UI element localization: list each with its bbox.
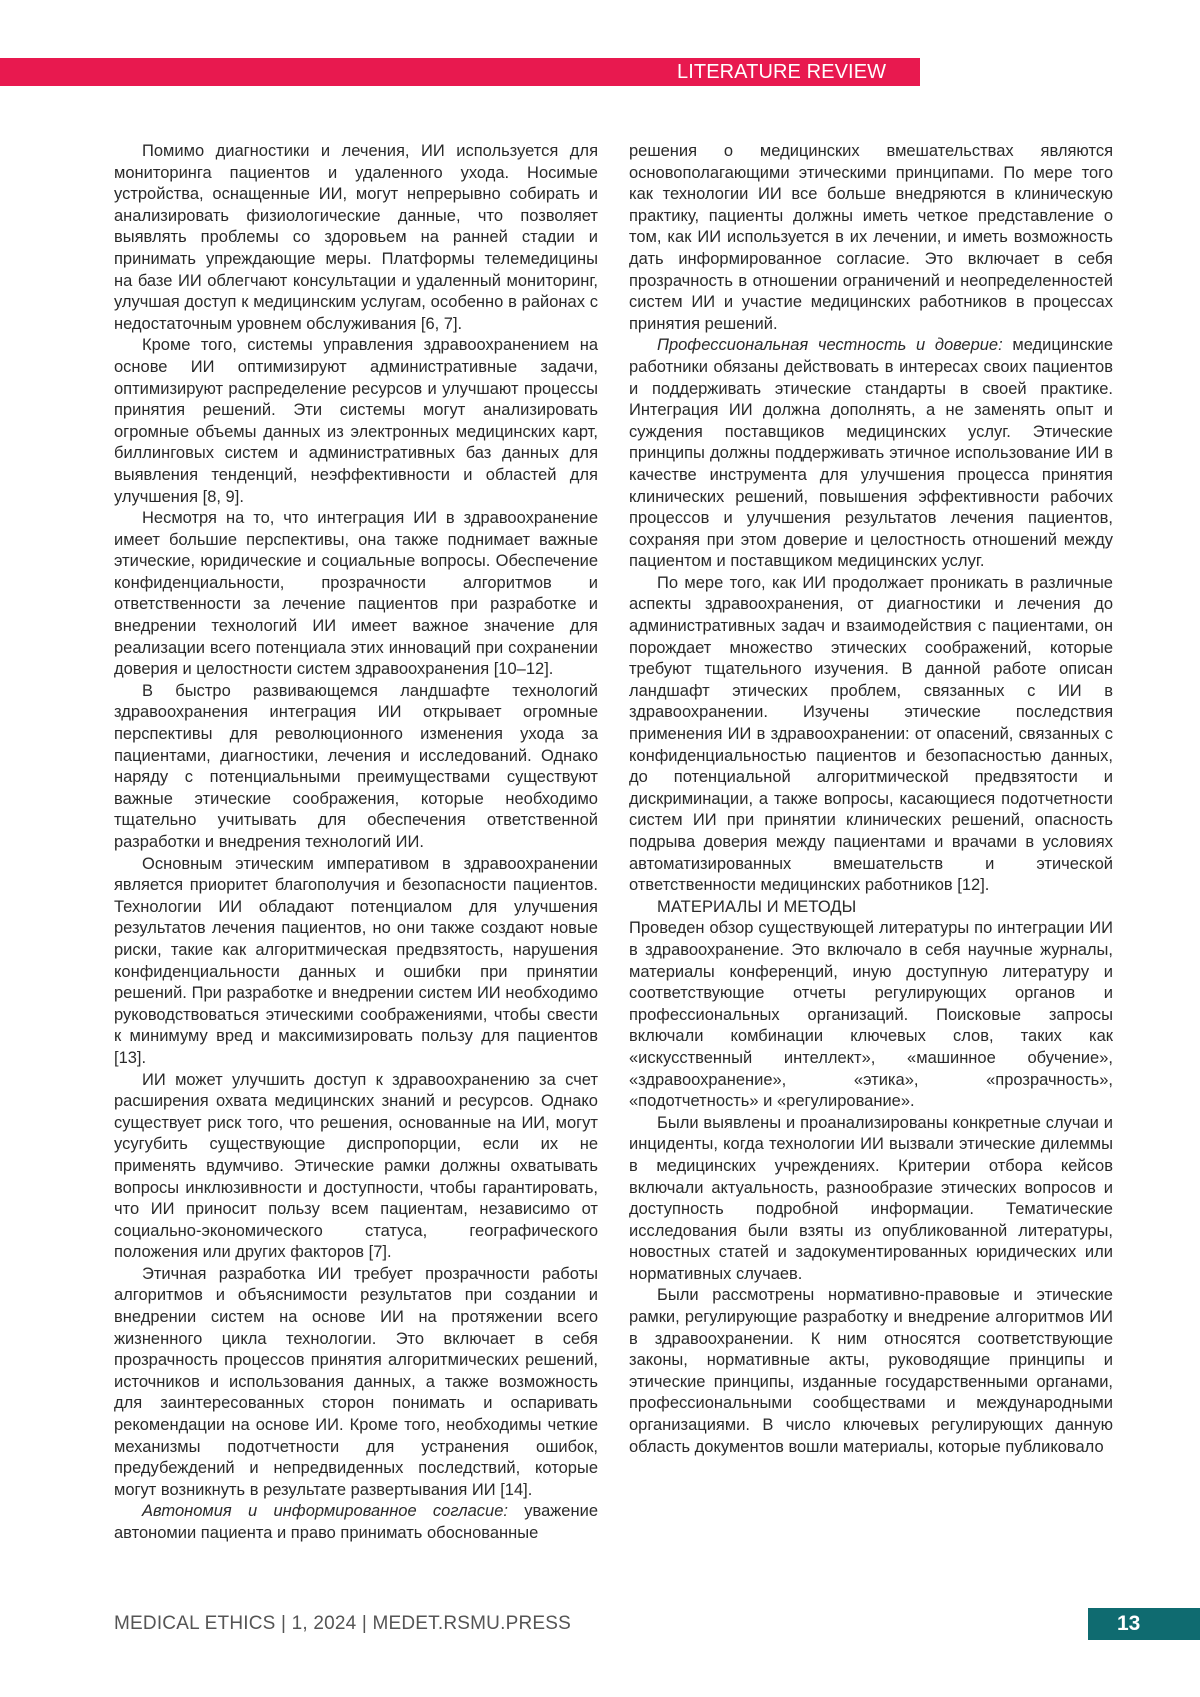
section-label: LITERATURE REVIEW <box>677 61 887 83</box>
journal-footer: MEDICAL ETHICS | 1, 2024 | MEDET.RSMU.PRESS <box>114 1613 571 1634</box>
paragraph: Несмотря на то, что интеграция ИИ в здравоохранение имеет большие перспективы, она также поднимает важные этические, юридические и социальные вопросы. Обеспечение конфиденциальности, прозрачности алгоритмов и ответственности за лечение пациентов при разработке и внедрении технологий ИИ имеет важное значение для реализации всего потенциала этих инноваций при сохранении доверия и целостности систем здравоохранения [10–12]. <box>114 509 598 679</box>
paragraph: В быстро развивающемся ландшафте технологий здравоохранения интеграция ИИ открывает огромные перспективы для революционного изменения ухода за пациентами, диагностики, лечения и исследований. Однако наряду с потенциальными преимуществами существуют важные этические соображения, которые необходимо тщательно учитывать для обеспечения ответственной разработки и внедрения технологий ИИ. <box>114 681 598 851</box>
paragraph-text: уважение автономии пациента и право принимать обоснованные <box>114 1502 598 1542</box>
paragraph: Помимо диагностики и лечения, ИИ используется для мониторинга пациентов и удаленного ухода. Носимые устройства, оснащенные ИИ, могут непрерывно собирать и анализировать физиологические данные, что позволяет выявлять проблемы со здоровьем на ранней стадии и принимать упреждающие меры. Платформы телемедицины на базе ИИ облегчают консультации и удаленный мониторинг, улучшая доступ к медицинским услугам, особенно в районах с недостаточным уровнем обслуживания [6, 7]. <box>114 142 598 333</box>
right-column <box>629 141 1113 1458</box>
italic-lead: Профессиональная честность и доверие: <box>657 336 1003 355</box>
paragraph-text: медицинские работники обязаны действовать в интересах своих пациентов и поддерживать этические стандарты в своей практике. Интеграция ИИ должна дополнять, а не заменять опыт и суждения поставщиков медицинских услуг. Этические принципы должны поддерживать этичное использование ИИ в качестве инструмента для улучшения процесса принятия клинических решений, повышения эффективности рабочих процессов и улучшения результатов лечения пациентов, сохраняя при этом доверие и целостность отношений между пациентом и поставщиком медицинских услуг. <box>629 336 1114 571</box>
section-heading: МАТЕРИАЛЫ И МЕТОДЫ <box>657 897 857 916</box>
paragraph: Проведен обзор существующей литературы по интеграции ИИ в здравоохранение. Это включало в себя научные журналы, материалы конференций, иную доступную литературу и соответствующие отчеты регулирующих органов и профессиональных организаций. Поисковые запросы включали комбинации ключевых слов, таких как «искусственный интеллект», «машинное обучение», «здравоохранение», «этика», «прозрачность», «подотчетность» и «регулирование». <box>629 919 1113 1111</box>
paragraph: Кроме того, системы управления здравоохранением на основе ИИ оптимизируют административные задачи, оптимизируют распределение ресурсов и улучшают процессы принятия решений. Эти системы могут анализировать огромные объемы данных из электронных медицинских карт, биллинговых систем и административных баз данных для выявления тенденций, неэффективности и областей для улучшения [8, 9]. <box>114 336 598 506</box>
paragraph: Основным этическим императивом в здравоохранении является приоритет благополучия и безопасности пациентов. Технологии ИИ обладают потенциалом для улучшения результатов лечения пациентов, но они также создают новые риски, такие как алгоритмическая предвзятость, нарушения конфиденциальности данных и ошибки при принятии решений. При разработке и внедрении систем ИИ необходимо руководствоваться этическими соображениями, чтобы свести к минимуму вред и максимизировать пользу для пациентов [13]. <box>114 854 598 1067</box>
page-number: 13 <box>1117 1612 1141 1635</box>
paragraph <box>114 1501 598 1544</box>
page-number-badge <box>1088 1608 1200 1640</box>
paragraph: Были рассмотрены нормативно-правовые и этические рамки, регулирующие разработку и внедрение алгоритмов ИИ в здравоохранении. К ним относятся соответствующие законы, нормативные акты, руководящие принципы и этические принципы, изданные государственными органами, профессиональными сообществами и международными организациями. В число ключевых регулирующих данную область документов вошли материалы, которые публиковало <box>629 1286 1113 1456</box>
paragraph <box>629 335 1113 573</box>
paragraph: ИИ может улучшить доступ к здравоохранению за счет расширения охвата медицинских знаний и ресурсов. Однако существует риск того, что решения, основанные на ИИ, могут усугубить существующие диспропорции, если их не применять вдумчиво. Этические рамки должны охватывать вопросы инклюзивности и доступности, чтобы гарантировать, что ИИ приносит пользу всем пациентам, независимо от социально-экономического статуса, географического положения или других факторов [7]. <box>114 1070 598 1262</box>
paragraph: Были выявлены и проанализированы конкретные случаи и инциденты, когда технологии ИИ вызвали этические дилеммы в медицинских учреждениях. Критерии отбора кейсов включали актуальность, разнообразие этических вопросов и доступность подробной информации. Тематические исследования были взяты из опубликованной литературы, новостных статей и задокументированных юридических или нормативных случаев. <box>629 1113 1113 1283</box>
paragraph: Этичная разработка ИИ требует прозрачности работы алгоритмов и объяснимости результатов при создании и внедрении систем на основе ИИ на протяжении всего жизненного цикла технологии. Это включает в себя прозрачность процессов принятия алгоритмических решений, источников и использования данных, а также возможность для заинтересованных сторон понимать и оспаривать рекомендации на основе ИИ. Кроме того, необходимы четкие механизмы подотчетности для устранения ошибок, предубеждений и непредвиденных последствий, которые могут возникнуть в результате развертывания ИИ [14]. <box>114 1264 598 1499</box>
italic-lead: Автономия и информированное согласие: <box>142 1502 508 1521</box>
left-column <box>114 141 598 1545</box>
paragraph-continued: решения о медицинских вмешательствах являются основополагающими этическими принципами. По мере того как технологии ИИ все больше внедряются в клиническую практику, пациенты должны иметь четкое представление о том, как ИИ используется в их лечении, и иметь возможность дать информированное согласие. Это включает в себя прозрачность в отношении ограничений и неопределенностей систем ИИ и участие медицинских работников в процессах принятия решений. <box>629 142 1113 333</box>
paragraph: По мере того, как ИИ продолжает проникать в различные аспекты здравоохранения, от диагностики и лечения до административных задач и взаимодействия с пациентами, он порождает множество этических соображений, которые требуют тщательного изучения. В данной работе описан ландшафт этических проблем, связанных с ИИ в здравоохранении. Изучены этические последствия применения ИИ в здравоохранении: от опасений, связанных с конфиденциальностью пациентов и безопасностью данных, до потенциальной алгоритмической предвзятости и дискриминации, а также вопросы, касающиеся подотчетности систем ИИ при принятии клинических решений, опасность подрыва доверия между пациентами и врачами в условиях автоматизированных вмешательств и этической ответственности медицинских работников [12]. <box>629 573 1113 895</box>
